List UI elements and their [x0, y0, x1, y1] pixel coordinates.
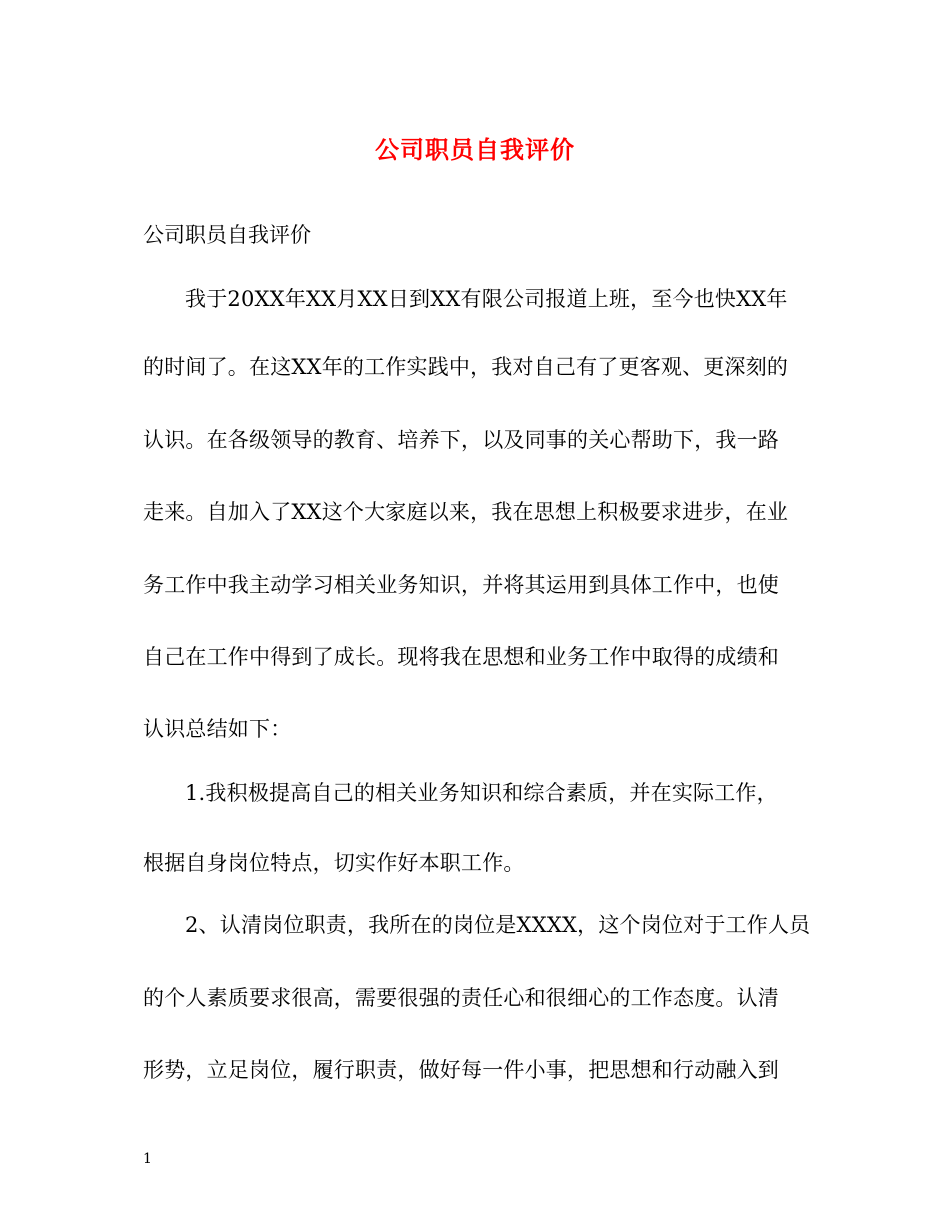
paragraph-line: 走来。自加入了XX这个大家庭以来，我在思想上积极要求进步，在业	[143, 500, 789, 524]
paragraph-line: 我于20XX年XX月XX日到XX有限公司报道上班，至今也快XX年	[185, 287, 788, 311]
document-title: 公司职员自我评价	[375, 135, 575, 164]
paragraph-line: 务工作中我主动学习相关业务知识，并将其运用到具体工作中，也使	[143, 573, 779, 597]
list-item-line: 根据自身岗位特点，切实作好本职工作。	[143, 851, 525, 875]
page-number: 1	[143, 1151, 152, 1167]
paragraph-line: 自己在工作中得到了成长。现将我在思想和业务工作中取得的成绩和	[143, 645, 779, 669]
list-item-line: 的个人素质要求很高，需要很强的责任心和很细心的工作态度。认清	[143, 986, 779, 1010]
list-item-line: 形势，立足岗位，履行职责，做好每一件小事，把思想和行动融入到	[143, 1058, 779, 1082]
document-subtitle: 公司职员自我评价	[143, 223, 311, 247]
list-item-line: 2、认清岗位职责，我所在的岗位是XXXX，这个岗位对于工作人员	[185, 913, 811, 937]
paragraph-line: 的时间了。在这XX年的工作实践中，我对自己有了更客观、更深刻的	[143, 355, 789, 379]
paragraph-line: 认识总结如下：	[143, 717, 292, 741]
list-item-line: 1.我积极提高自己的相关业务知识和综合素质，并在实际工作，	[185, 781, 778, 805]
paragraph-line: 认识。在各级领导的教育、培养下，以及同事的关心帮助下，我一路	[143, 428, 779, 452]
